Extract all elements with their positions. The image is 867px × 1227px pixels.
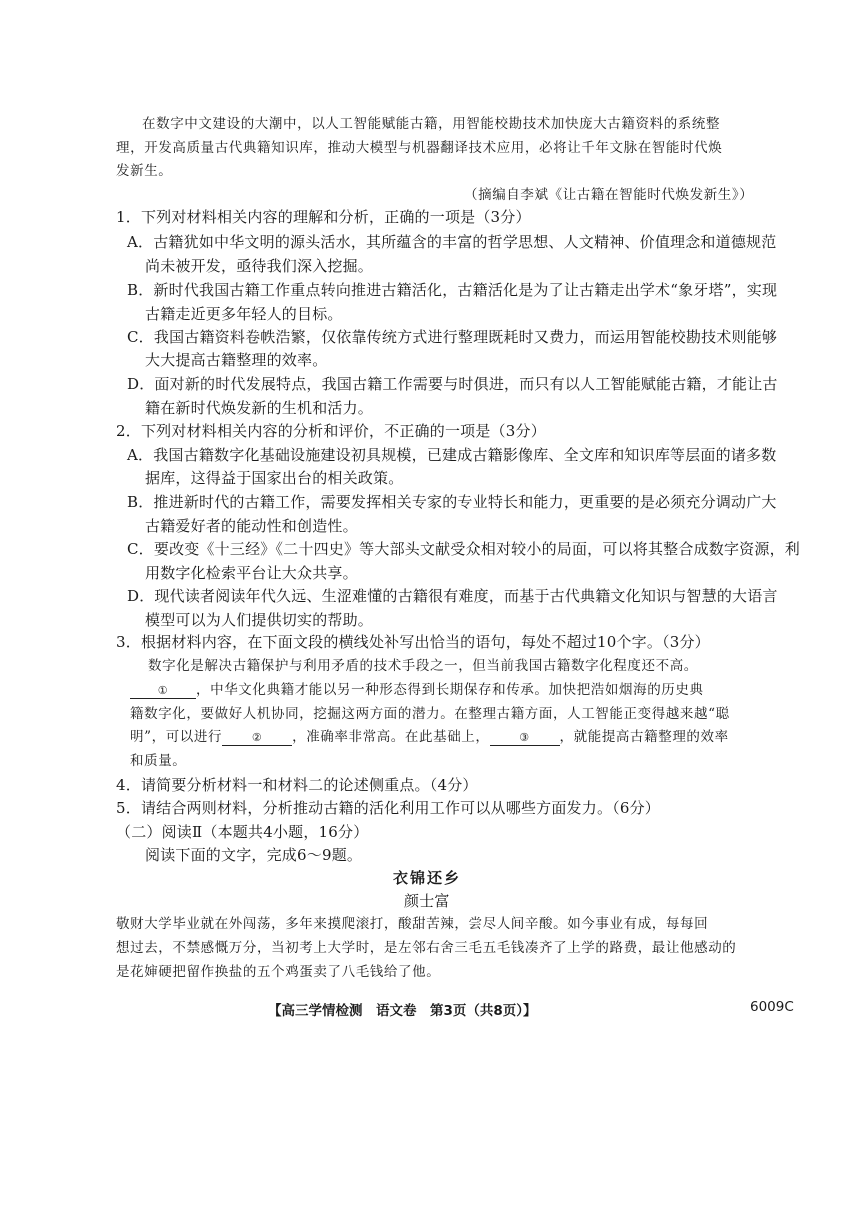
section-2-instruction: 阅读下面的文字，完成6～9题。 — [145, 846, 363, 864]
story-title: 衣锦还乡 — [393, 869, 462, 887]
q2-option-c-line2: 用数字化检索平台让大众共享。 — [145, 564, 358, 582]
q2-option-a-line1: A．我国古籍数字化基础设施建设初具规模，已建成古籍影像库、全文库和知识库等层面的诸多数 — [127, 446, 777, 464]
story-author: 颜士富 — [404, 892, 450, 910]
passage-line-3: 发新生。 — [116, 163, 173, 179]
page-footer: 【高三学情检测 语文卷 第3页（共8页）】 — [268, 1003, 537, 1019]
q3-text-line4-b: ，准确率非常高。在此基础上， — [292, 729, 490, 745]
q1-option-b-line1: B．新时代我国古籍工作重点转向推进古籍活化，古籍活化是为了让古籍走出学术“象牙塔”，实现 — [127, 281, 778, 299]
q1-option-c-line2: 大大提高古籍整理的效率。 — [145, 351, 328, 369]
q3-stem: 3．根据材料内容，在下面文段的横线处补写出恰当的语句，每处不超过10个字。（3分） — [116, 633, 710, 651]
q2-option-c-line1: C．要改变《十三经》《二十四史》等大部头文献受众相对较小的局面，可以将其整合成数字资源，利 — [127, 540, 800, 558]
q3-text-line2 — [130, 680, 704, 700]
q1-option-a-line2: 尚未被开发，亟待我们深入挖掘。 — [145, 257, 374, 275]
q3-text-line4-a: 明”，可以进行 — [130, 729, 223, 745]
q3-text-line5: 和质量。 — [130, 753, 187, 769]
story-line-3: 是花婶硬把留作换盐的五个鸡蛋卖了八毛钱给了他。 — [116, 964, 441, 980]
q2-option-a-line2: 据库，这得益于国家出台的相关政策。 — [145, 469, 404, 487]
q2-stem: 2．下列对材料相关内容的分析和评价，不正确的一项是（3分） — [116, 422, 546, 440]
q3-text-line1: 数字化是解决古籍保护与利用矛盾的技术手段之一，但当前我国古籍数字化程度还不高。 — [148, 658, 698, 674]
exam-code: 6009C — [750, 999, 794, 1015]
story-line-1: 敬财大学毕业就在外闯荡，多年来摸爬滚打，酸甜苦辣，尝尽人间辛酸。如今事业有成，每每回 — [116, 916, 709, 932]
q2-option-b-line2: 古籍爱好者的能动性和创造性。 — [145, 517, 358, 535]
q1-option-d-line2: 籍在新时代焕发新的生机和活力。 — [145, 399, 374, 417]
blank-3[interactable]: ③ — [490, 731, 560, 746]
q1-option-c-line1: C．我国古籍资料卷帙浩繁，仅依靠传统方式进行整理既耗时又费力，而运用智能校勘技术则能够 — [127, 328, 778, 346]
q4-stem: 4．请简要分析材料一和材料二的论述侧重点。（4分） — [116, 776, 478, 794]
q2-option-d-line2: 模型可以为人们提供切实的帮助。 — [145, 611, 374, 629]
q3-text-line3: 籍数字化，要做好人机协同，挖掘这两方面的潜力。在整理古籍方面，人工智能正变得越来越“聪 — [130, 706, 730, 722]
passage-source: （摘编自李斌《让古籍在智能时代焕发新生》） — [464, 187, 754, 203]
blank-1[interactable]: ① — [130, 684, 196, 699]
q3-text-line4 — [130, 727, 729, 747]
section-2-heading: （二）阅读Ⅱ（本题共4小题，16分） — [116, 823, 369, 841]
story-line-2: 想过去，不禁感慨万分，当初考上大学时，是左邻右舍三毛五毛钱凑齐了上学的路费，最让他感动的 — [116, 940, 737, 956]
q2-option-b-line1: B．推进新时代的古籍工作，需要发挥相关专家的专业特长和能力，更重要的是必须充分调动广大 — [127, 493, 777, 511]
q2-option-d-line1: D．现代读者阅读年代久远、生涩难懂的古籍很有难度，而基于古代典籍文化知识与智慧的大语言 — [127, 587, 778, 605]
blank-2[interactable]: ② — [222, 731, 292, 746]
q1-option-b-line2: 古籍走近更多年轻人的目标。 — [145, 305, 343, 323]
q5-stem: 5．请结合两则材料，分析推动古籍的活化利用工作可以从哪些方面发力。（6分） — [116, 799, 660, 817]
q3-text-line2-rest: ，中华文化典籍才能以另一种形态得到长期保存和传承。加快把浩如烟海的历史典 — [196, 682, 704, 698]
q1-option-a-line1: A．古籍犹如中华文明的源头活水，其所蕴含的丰富的哲学思想、人文精神、价值理念和道德规范 — [127, 233, 777, 251]
passage-line-2: 理，开发高质量古代典籍知识库，推动大模型与机器翻译技术应用，必将让千年文脉在智能时代焕 — [116, 140, 723, 156]
passage-line-1: 在数字中文建设的大潮中，以人工智能赋能古籍，用智能校勘技术加快庞大古籍资料的系统整 — [142, 116, 721, 132]
q3-text-line4-c: ，就能提高古籍整理的效率 — [559, 729, 729, 745]
q1-option-d-line1: D．面对新的时代发展特点，我国古籍工作需要与时俱进，而只有以人工智能赋能古籍，才能让古 — [127, 375, 778, 393]
q1-stem: 1．下列对材料相关内容的理解和分析，正确的一项是（3分） — [116, 208, 531, 226]
